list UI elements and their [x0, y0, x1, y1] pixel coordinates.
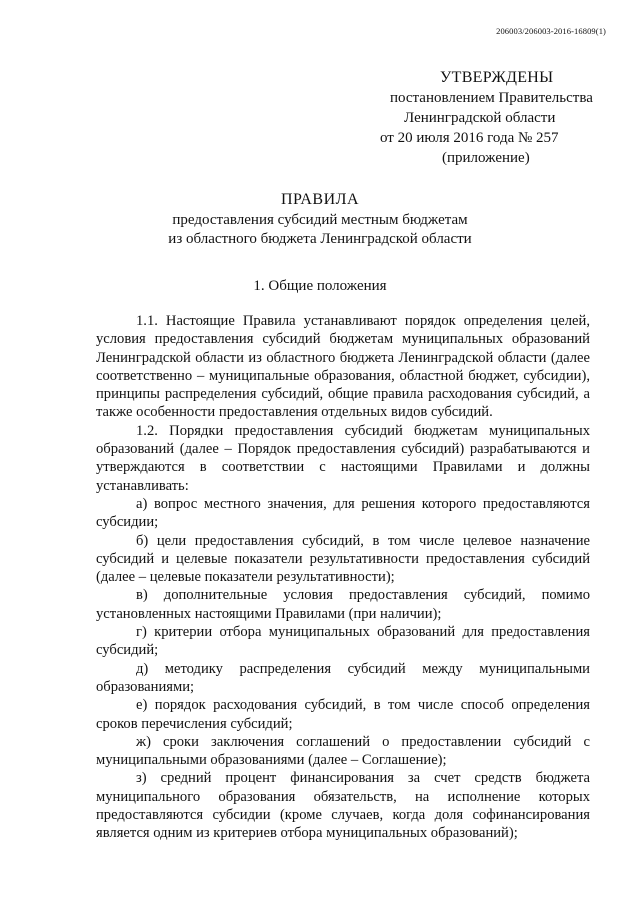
list-item-d: д) методику распределения субсидий между муниципальными образованиями;: [96, 660, 590, 695]
paragraph-1-1: 1.1. Настоящие Правила устанавливают порядок определения целей, условия предоставления субсидий бюджетам муниципальных образований Ленинградской области из областного бюджета Ленинградской области (далее соответственно – муниципальные образования, областной бюджет, субсидии), принципы распределения субсидий, общие правила расходования субсидий, а также особенности предоставления отдельных видов субсидий.: [96, 313, 590, 421]
list-item-z: з) средний процент финансирования за счет средств бюджета муниципального образования обязательств, на исполнение которых предоставляются субсидии (кроме случаев, когда доля софинансирования является одним из критериев отбора муниципальных образований);: [96, 770, 590, 842]
rules-subtitle-2: из областного бюджета Ленинградской области: [168, 231, 472, 247]
approval-title: УТВЕРЖДЕНЫ: [440, 69, 554, 86]
rules-title: ПРАВИЛА: [280, 191, 360, 208]
list-item-zh: ж) сроки заключения соглашений о предоставлении субсидий с муниципальными образованиями (далее – Соглашение);: [96, 733, 590, 769]
document-code: 206003/206003-2016-16809(1): [496, 26, 606, 36]
list-item-e: е) порядок расходования субсидий, в том числе способ определения сроков перечисления субсидий;: [96, 697, 590, 732]
rules-subtitle-1: предоставления субсидий местным бюджетам: [172, 212, 468, 228]
section-title: 1. Общие положения: [253, 278, 387, 294]
approval-line-3: от 20 июля 2016 года № 257: [380, 130, 559, 146]
paragraph-1-2: 1.2. Порядки предоставления субсидий бюджетам муниципальных образований (далее – Порядок предоставления субсидий) разрабатываются и утверждаются в соответствии с настоящими Правилами и должны устанавливать:: [96, 422, 590, 494]
list-item-b: б) цели предоставления субсидий, в том числе целевое назначение субсидий и целевые показатели результативности предоставления субсидий (далее – целевые показатели результативности);: [96, 532, 590, 586]
list-item-a: а) вопрос местного значения, для решения которого предоставляются субсидии;: [96, 495, 590, 531]
approval-line-1: постановлением Правительства: [390, 90, 593, 106]
approval-line-4: (приложение): [442, 150, 530, 166]
list-item-g: г) критерии отбора муниципальных образований для предоставления субсидий;: [96, 624, 590, 659]
document-body: [96, 312, 590, 843]
list-item-v: в) дополнительные условия предоставления субсидий, помимо установленных настоящими Правилами (при наличии);: [96, 587, 590, 622]
rules-heading: [0, 190, 640, 249]
approval-line-2: Ленинградской области: [404, 110, 556, 126]
approval-block: [380, 68, 620, 168]
